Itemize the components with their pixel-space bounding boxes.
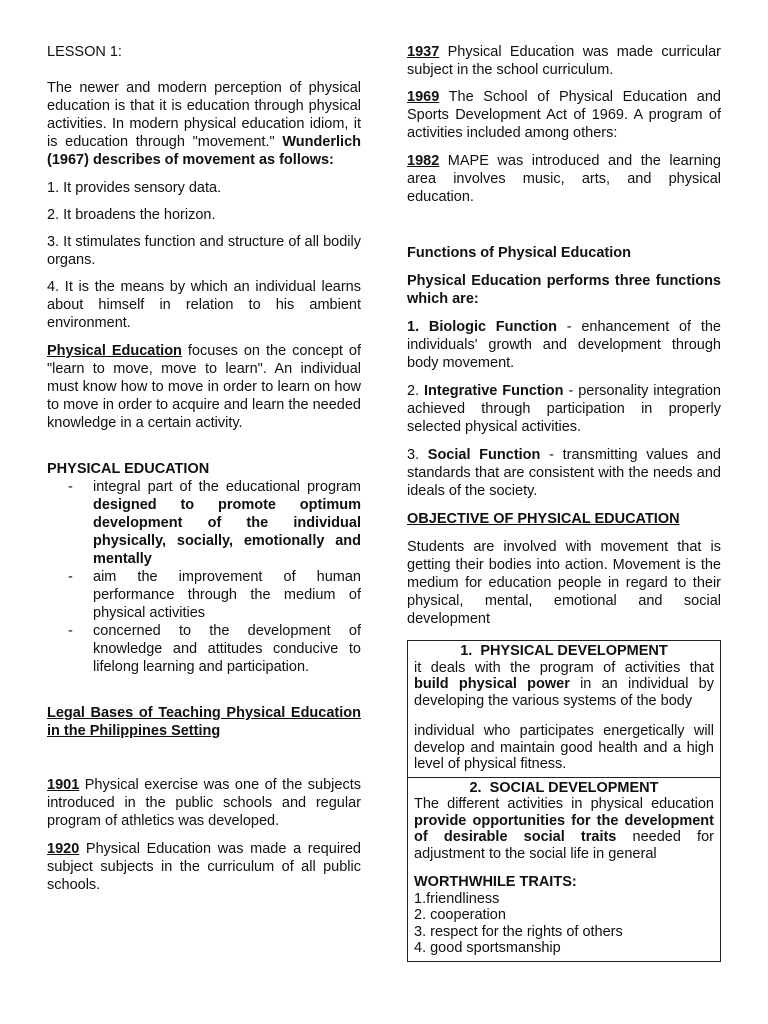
functions-heading: Functions of Physical Education <box>407 245 631 261</box>
dash-mark: - <box>68 569 73 585</box>
physical-development-num: 1. <box>460 643 473 659</box>
pe-bullet-3-text: concerned to the development of knowledge and attitudes conducive to lifelong learning and participation. <box>93 623 361 675</box>
physical-development-text <box>414 660 714 710</box>
function-integrative-text: - personality integration achieved through participation in properly selected physical activities. <box>407 383 721 435</box>
physical-development-text-pre: it deals with the program of activities that <box>414 659 714 676</box>
pe-bullet-list <box>47 478 361 676</box>
social-development-title <box>414 780 714 797</box>
intro-text: The newer and modern perception of physical education is that it is education through physical activities. In modern physical education idiom, it is education through "movement." <box>47 80 361 150</box>
entry-1920 <box>47 840 361 894</box>
pe-bullet-1 <box>47 478 361 568</box>
year-1969: 1969 <box>407 89 440 105</box>
function-social-label: Social Function <box>427 447 541 463</box>
intro-paragraph <box>47 79 361 169</box>
social-development-text-bold: provide opportunities for the development of desirable social traits <box>414 812 714 845</box>
social-development-num: 2. <box>469 779 482 796</box>
entry-1969 <box>407 88 721 142</box>
pe-bullet-2 <box>47 568 361 622</box>
entry-1982 <box>407 152 721 206</box>
year-1982: 1982 <box>407 153 440 169</box>
text-1937: Physical Education was made curricular subject in the school curriculum. <box>407 44 721 78</box>
dash-mark: - <box>68 479 73 495</box>
text-1969: The School of Physical Education and Sports Development Act of 1969. A program of activities included among others: <box>407 89 721 141</box>
pe-bullet-1-bold: designed to promote optimum development of the individual physically, socially, emotionally and mentally <box>93 497 361 567</box>
function-biologic-label: 1. Biologic Function <box>407 319 558 335</box>
social-development-text-pre: The different activities in physical education <box>414 796 714 812</box>
worthwhile-traits-heading: WORTHWHILE TRAITS: <box>414 874 577 890</box>
physical-development-title <box>414 643 714 660</box>
pe-bullet-3 <box>47 622 361 676</box>
left-column <box>47 43 361 894</box>
pe-bullet-2-text: aim the improvement of human performance through the medium of physical activities <box>93 569 361 621</box>
lesson-label: LESSON 1: <box>47 44 122 60</box>
social-development-text-post: needed for adjustment to the social life in general <box>414 829 714 862</box>
text-1920: Physical Education was made a required subject subjects in the curriculum of all public schools. <box>47 841 361 893</box>
point-2: 2. It broadens the horizon. <box>47 207 216 223</box>
right-column <box>407 43 721 962</box>
year-1920: 1920 <box>47 841 80 857</box>
dash-mark: - <box>68 623 73 639</box>
trait-2: 2. cooperation <box>414 907 506 923</box>
functions-intro: Physical Education performs three functions which are: <box>407 273 721 307</box>
text-1901: Physical exercise was one of the subjects introduced in the public schools and regular program of athletics was developed. <box>47 777 361 829</box>
development-table <box>407 640 721 962</box>
year-1901: 1901 <box>47 777 80 793</box>
trait-4: 4. good sportsmanship <box>414 940 561 956</box>
function-biologic <box>407 318 721 372</box>
function-integrative <box>407 382 721 436</box>
social-development-text <box>414 796 714 862</box>
pe-bullet-1-text: integral part of the educational program <box>93 479 361 495</box>
point-1: 1. It provides sensory data. <box>47 180 222 196</box>
physical-development-section <box>408 641 720 777</box>
physical-development-text-bold: build physical power <box>414 676 570 692</box>
pe-paragraph <box>47 342 361 432</box>
social-development-title-text: SOCIAL DEVELOPMENT <box>489 779 659 796</box>
physical-development-title-text: PHYSICAL DEVELOPMENT <box>480 643 668 659</box>
social-development-section <box>408 777 720 961</box>
pe-text: focuses on the concept of "learn to move, move to learn". An individual must know how to move in order to learn on how to move in order to acquire and learn the needed knowledge in a certain activity. <box>47 343 361 431</box>
entry-1901 <box>47 776 361 830</box>
intro-bold-text: Wunderlich (1967) describes of movement as follows: <box>47 134 361 168</box>
physical-development-text-2: individual who participates energetically will develop and maintain good health and a high level of physical fitness. <box>414 723 714 772</box>
function-social <box>407 446 721 500</box>
point-3: 3. It stimulates function and structure of all bodily organs. <box>47 234 361 268</box>
point-4: 4. It is the means by which an individual learns about himself in relation to his ambient environment. <box>47 279 361 331</box>
trait-1: 1.friendliness <box>414 890 500 907</box>
trait-3: 3. respect for the rights of others <box>414 923 623 940</box>
pe-term: Physical Education <box>47 343 182 359</box>
pe-heading: PHYSICAL EDUCATION <box>47 461 210 477</box>
objective-paragraph: Students are involved with movement that is getting their bodies into action. Movement is the medium for education people in regard to their physical, mental, emotional and social development <box>407 539 721 627</box>
physical-development-text-post: in an individual by developing the various systems of the body <box>414 676 714 709</box>
function-integrative-num: 2. <box>407 383 425 399</box>
function-social-num: 3. <box>407 447 428 463</box>
objective-heading: OBJECTIVE OF PHYSICAL EDUCATION <box>407 511 680 527</box>
legal-bases-heading: Legal Bases of Teaching Physical Education in the Philippines Setting <box>47 705 361 739</box>
function-integrative-label: Integrative Function <box>424 383 564 399</box>
function-social-text: - transmitting values and standards that are consistent with the needs and ideals of the society. <box>407 447 721 499</box>
text-1982: MAPE was introduced and the learning area involves music, arts, and physical education. <box>407 153 721 205</box>
year-1937: 1937 <box>407 44 440 60</box>
function-biologic-text: - enhancement of the individuals' growth and development through body movement. <box>407 319 721 371</box>
entry-1937 <box>407 43 721 79</box>
